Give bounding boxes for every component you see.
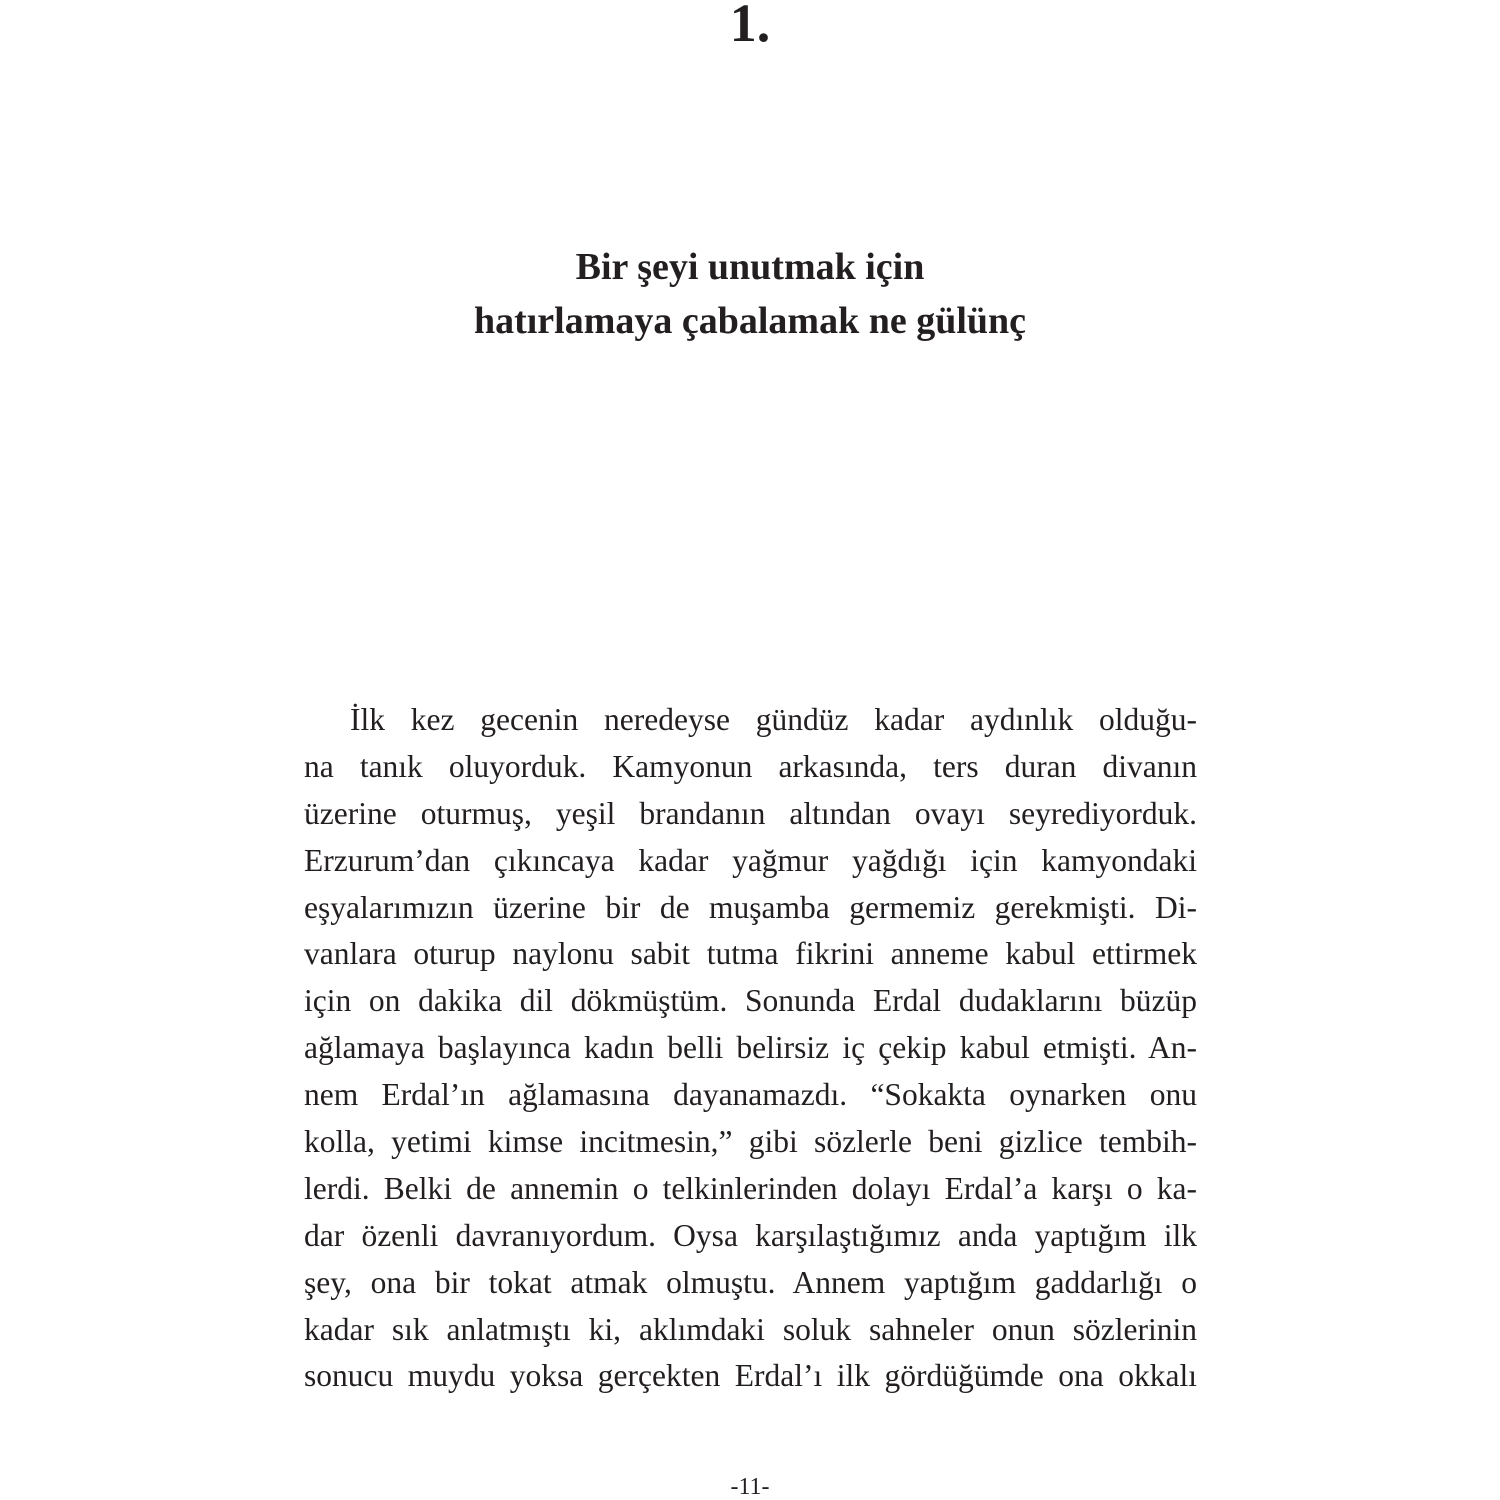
- body-paragraph: [304, 697, 1197, 1400]
- text-line: sonucu muydu yoksa gerçekten Erdal’ı ilk gördüğümde ona okkalı: [304, 1358, 1197, 1394]
- text-line: üzerine oturmuş, yeşil brandanın altından ovayı seyrediyorduk.: [304, 795, 1197, 831]
- text-line: vanlara oturup naylonu sabit tutma fikrini anneme kabul ettirmek: [304, 936, 1197, 972]
- chapter-title-line: hatırlamaya çabalamak ne gülünç: [473, 300, 1027, 342]
- text-line: için on dakika dil dökmüştüm. Sonunda Erdal dudaklarını büzüp: [304, 983, 1197, 1019]
- chapter-number: 1.: [729, 0, 771, 53]
- text-line: kolla, yetimi kimse incitmesin,” gibi sözlerle beni gizlice tembih-: [304, 1124, 1197, 1160]
- text-line: na tanık oluyorduk. Kamyonun arkasında, ters duran divanın: [304, 748, 1197, 784]
- text-line: şey, ona bir tokat atmak olmuştu. Annem yaptığım gaddarlığı o: [304, 1264, 1197, 1300]
- text-line: lerdi. Belki de annemin o telkinlerinden dolayı Erdal’a karşı o ka-: [304, 1170, 1197, 1206]
- text-line: nem Erdal’ın ağlamasına dayanamazdı. “Sokakta oynarken onu: [304, 1077, 1197, 1113]
- text-line: kadar sık anlatmıştı ki, aklımdaki soluk sahneler onun sözlerinin: [304, 1311, 1197, 1347]
- text-line: Erzurum’dan çıkıncaya kadar yağmur yağdığı için kamyondaki: [304, 842, 1197, 878]
- text-line: ağlamaya başlayınca kadın belli belirsiz iç çekip kabul etmişti. An-: [304, 1030, 1197, 1066]
- text-line: eşyalarımızın üzerine bir de muşamba germemiz gerekmişti. Di-: [304, 889, 1197, 925]
- text-line: İlk kez gecenin neredeyse gündüz kadar aydınlık olduğu-: [350, 702, 1197, 737]
- chapter-title-line: Bir şeyi unutmak için: [575, 246, 925, 288]
- page-number: -11-: [730, 1474, 770, 1500]
- chapter-title: [0, 240, 1500, 348]
- text-line: dar özenli davranıyordum. Oysa karşılaştığımız anda yaptığım ilk: [304, 1217, 1197, 1253]
